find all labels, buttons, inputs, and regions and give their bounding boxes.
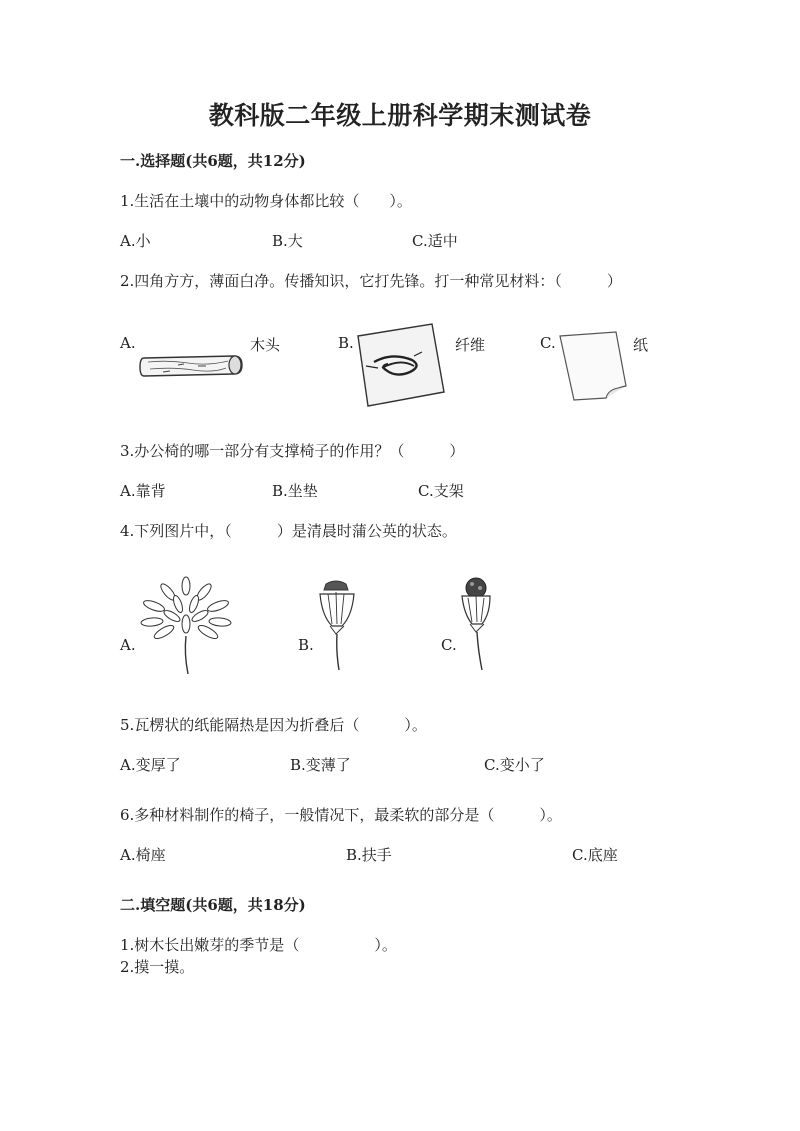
- q4-option-a: A.: [120, 636, 136, 654]
- q6-option-b: B.扶手: [346, 846, 392, 864]
- question-2: 2.四角方方，薄面白净。传播知识，它打先锋。打一种常见材料：（ ）: [120, 272, 622, 290]
- fill-question-1: 1.树木长出嫩芽的季节是（ ）。: [120, 936, 397, 954]
- fiber-bundle-icon: [352, 322, 448, 408]
- q2-option-b-label: 纤维: [455, 336, 486, 354]
- q2-option-c-label: 纸: [633, 336, 649, 354]
- q2-option-a: A.: [120, 334, 136, 352]
- question-4: 4.下列图片中，（ ）是清晨时蒲公英的状态。: [120, 522, 457, 540]
- q2-option-c: C.: [540, 334, 556, 352]
- q3-option-a: A.靠背: [120, 482, 166, 500]
- q5-option-b: B.变薄了: [290, 756, 351, 774]
- dandelion-open-flower-icon: [138, 576, 234, 676]
- q3-option-c: C.支架: [418, 482, 464, 500]
- q4-option-b: B.: [298, 636, 314, 654]
- q1-option-a: A.小: [120, 232, 151, 250]
- q1-option-c: C.适中: [412, 232, 458, 250]
- q3-option-b: B.坐垫: [272, 482, 318, 500]
- q5-option-c: C.变小了: [484, 756, 545, 774]
- q5-option-a: A.变厚了: [120, 756, 181, 774]
- q1-option-b: B.大: [272, 232, 303, 250]
- section-heading-fill-in: 二.填空题(共6题，共18分): [120, 896, 306, 914]
- question-1: 1.生活在土壤中的动物身体都比较（ ）。: [120, 192, 412, 210]
- q6-option-c: C.底座: [572, 846, 618, 864]
- question-5: 5.瓦楞状的纸能隔热是因为折叠后（ ）。: [120, 716, 427, 734]
- q2-option-a-label: 木头: [250, 336, 281, 354]
- question-6: 6.多种材料制作的椅子，一般情况下，最柔软的部分是（ ）。: [120, 806, 562, 824]
- paper-sheet-icon: [556, 330, 632, 402]
- q4-option-c: C.: [441, 636, 457, 654]
- dandelion-closing-bud-icon: [312, 576, 362, 672]
- page-title: 教科版二年级上册科学期末测试卷: [208, 101, 592, 130]
- wood-log-icon: [138, 350, 248, 380]
- fill-question-2: 2.摸一摸。: [120, 958, 195, 976]
- q6-option-a: A.椅座: [120, 846, 166, 864]
- question-3: 3.办公椅的哪一部分有支撑椅子的作用？（ ）: [120, 442, 465, 460]
- dandelion-closed-bud-icon: [452, 574, 502, 672]
- q2-option-b: B.: [338, 334, 354, 352]
- section-heading-choice: 一.选择题(共6题，共12分): [120, 152, 306, 170]
